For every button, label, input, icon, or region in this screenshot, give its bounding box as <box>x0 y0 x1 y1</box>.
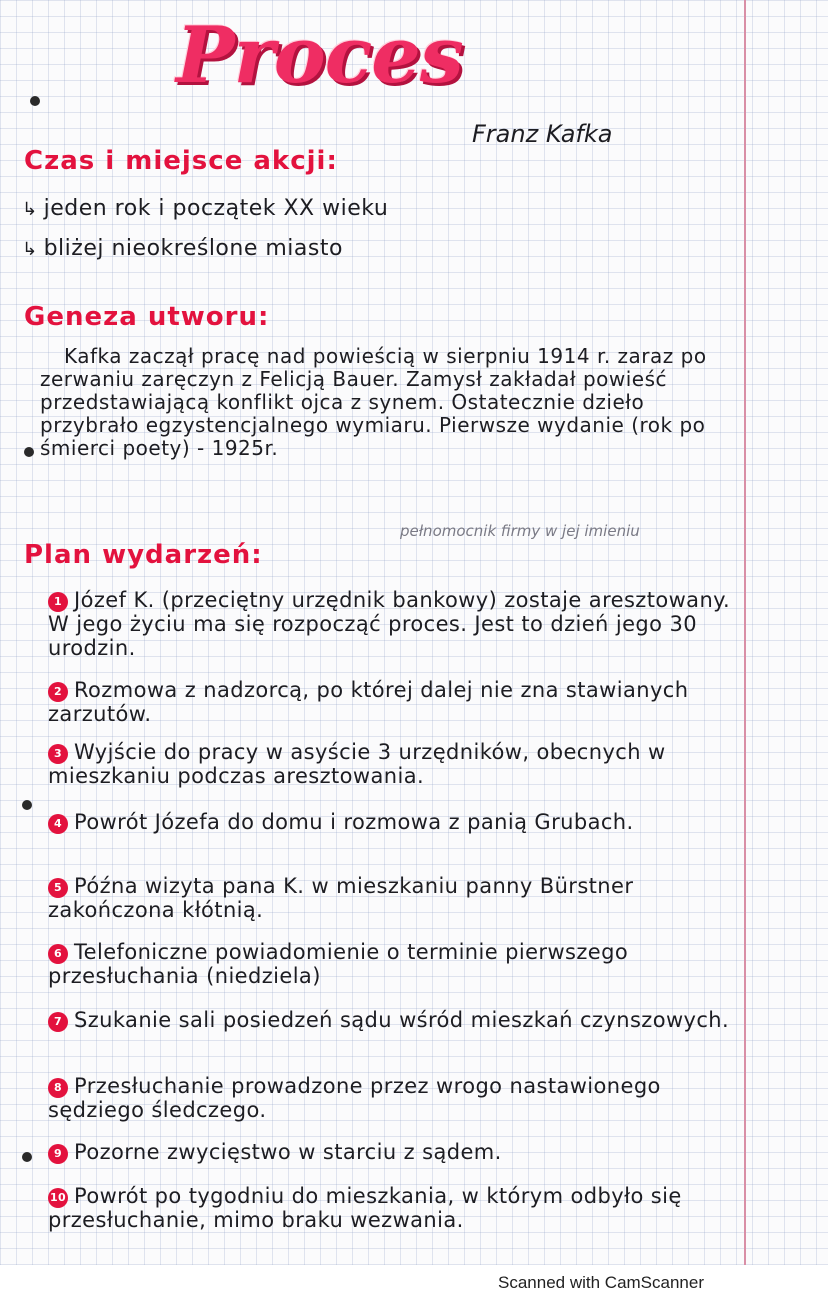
list-item: 8 Przesłuchanie prowadzone przez wrogo nastawionego sędziego śledczego. <box>48 1074 661 1122</box>
author: Franz Kafka <box>472 120 613 148</box>
arrow-icon: ↳ <box>22 199 38 220</box>
list-item: 7 Szukanie sali posiedzeń sądu wśród mieszkań czynszowych. <box>48 1008 738 1032</box>
binder-hole <box>30 96 40 106</box>
number-badge: 10 <box>48 1188 68 1208</box>
list-item: ↳ jeden rok i początek XX wieku <box>22 196 389 221</box>
list-item: 2 Rozmowa z nadzorcą, po której dalej nie zna stawianych zarzutów. <box>48 678 689 726</box>
number-badge: 6 <box>48 944 68 964</box>
number-badge: 8 <box>48 1078 68 1098</box>
binder-hole <box>22 800 32 810</box>
number-badge: 5 <box>48 878 68 898</box>
list-item: 10 Powrót po tygodniu do mieszkania, w którym odbyło się przesłuchanie, mimo braku wezwania. <box>48 1184 682 1232</box>
list-item: 3 Wyjście do pracy w asyście 3 urzędników, obecnych w mieszkaniu podczas aresztowania. <box>48 740 666 788</box>
number-badge: 7 <box>48 1012 68 1032</box>
margin-note: pełnomocnik firmy w jej imieniu <box>400 522 640 540</box>
page-title: Proces <box>176 10 463 101</box>
number-badge: 4 <box>48 814 68 834</box>
list-item: 9 Pozorne zwycięstwo w starciu z sądem. <box>48 1140 738 1164</box>
margin-line <box>744 0 746 1265</box>
heading-time-place: Czas i miejsce akcji: <box>24 146 338 176</box>
number-badge: 9 <box>48 1144 68 1164</box>
list-item: 1 Józef K. (przeciętny urzędnik bankowy) zostaje aresztowany. W jego życiu ma się rozpocząć proces. Jest to dzień jego 30 urodzin. <box>48 588 731 660</box>
number-badge: 2 <box>48 682 68 702</box>
heading-plan: Plan wydarzeń: <box>24 540 263 570</box>
genesis-text: Kafka zaczął pracę nad powieścią w sierpniu 1914 r. zaraz po zerwaniu zaręczyn z Felicją Bauer. Zamysł zakładał powieść przedstawiającą konflikt ojca z synem. Ostatecznie dzieło przybrało egzystencjalnego wymiaru. Pierwsze wydanie (rok po śmierci poety) - 1925r. <box>40 344 707 460</box>
list-item: 5 Późna wizyta pana K. w mieszkaniu panny Bürstner zakończona kłótnią. <box>48 874 634 922</box>
binder-hole <box>22 1152 32 1162</box>
heading-genesis: Geneza utworu: <box>24 302 270 332</box>
number-badge: 3 <box>48 744 68 764</box>
arrow-icon: ↳ <box>22 239 38 260</box>
list-item: 4 Powrót Józefa do domu i rozmowa z panią Grubach. <box>48 810 738 834</box>
list-item: 6 Telefoniczne powiadomienie o terminie pierwszego przesłuchania (niedziela) <box>48 940 629 988</box>
binder-hole <box>24 447 34 457</box>
list-item: ↳ bliżej nieokreślone miasto <box>22 236 343 261</box>
scanner-watermark: Scanned with CamScanner <box>498 1273 705 1292</box>
number-badge: 1 <box>48 592 68 612</box>
